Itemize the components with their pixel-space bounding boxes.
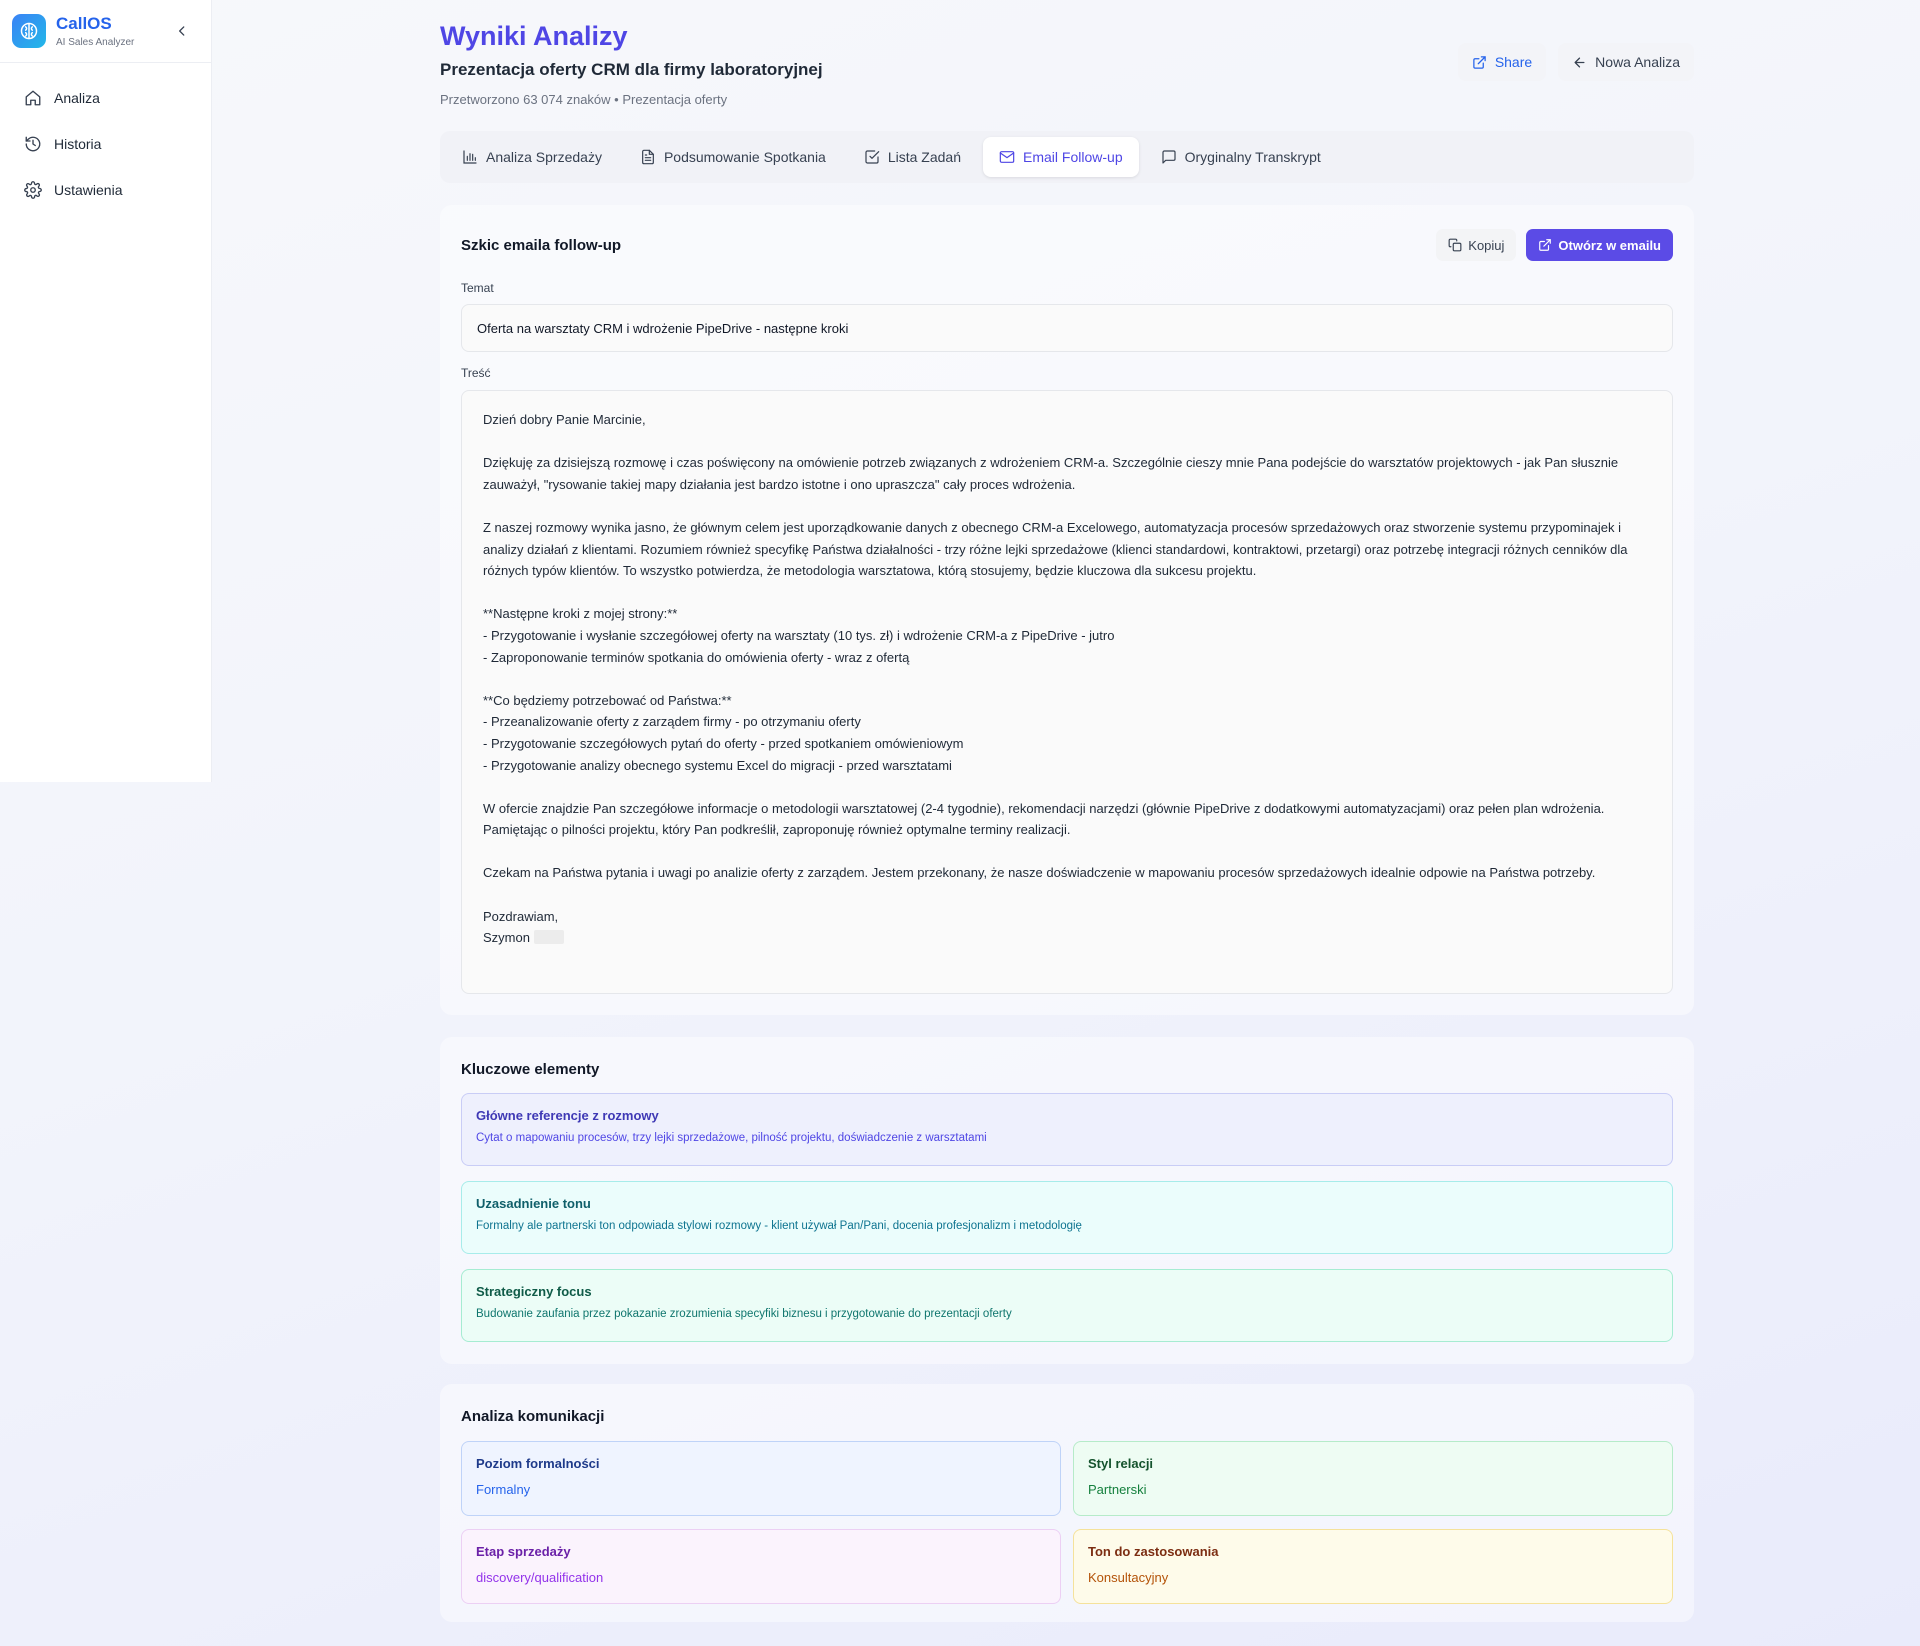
tab-label: Oryginalny Transkrypt: [1184, 149, 1321, 165]
home-icon: [24, 89, 42, 107]
new-analysis-button[interactable]: [1558, 43, 1694, 81]
comm-item-title: Poziom formalności: [476, 1456, 600, 1471]
brand-subtitle: AI Sales Analyzer: [56, 36, 135, 48]
copy-label: Kopiuj: [1468, 237, 1505, 253]
subject-field[interactable]: Oferta na warsztaty CRM i wdrożenie PipeDrive - następne kroki: [461, 304, 1673, 352]
tab-label: Email Follow-up: [1023, 149, 1123, 165]
copy-icon: [1448, 238, 1462, 252]
formality-level-box: [461, 1441, 1061, 1516]
new-analysis-label: Nowa Analiza: [1595, 54, 1680, 70]
document-icon: [640, 149, 656, 165]
tab-task-list[interactable]: [848, 137, 977, 177]
comm-item-title: Ton do zastosowania: [1088, 1544, 1219, 1559]
tab-label: Analiza Sprzedaży: [486, 149, 602, 165]
key-element-item: [461, 1269, 1673, 1342]
key-element-desc: Budowanie zaufania przez pokazanie zrozumienia specyfiki biznesu i przygotowanie do prezentacji oferty: [476, 1308, 1012, 1320]
sidebar-item-label: Analiza: [54, 90, 100, 106]
comm-item-value: discovery/qualification: [476, 1570, 604, 1585]
key-element-title: Strategiczny focus: [476, 1284, 592, 1299]
email-body-text: Dzień dobry Panie Marcinie, Dziękuję za dzisiejszą rozmowę i czas poświęcony na omówienie potrzeb związanych z wdrożeniem CRM-a. Szczególnie cieszy mnie Pana podejście do warsztatów projektowych - jak Pan słusznie zauważył, "rysowanie takiej mapy działania jest bardzo istotne i ono upraszcza" cały proces wdrożenia. Z naszej rozmowy wynika jasno, że głównym celem jest uporządkowanie danych z obecnego CRM-a Excelowego, automatyzacja procesów sprzedażowych oraz stworzenie systemu przypominajek i analizy działań z klientami. Rozumiem również specyfikę Państwa działalności - trzy różne lejki sprzedażowe (klienci standardowi, kontraktowi, przetargi) oraz potrzebę integracji różnych cenników dla różnych typów klientów. To wszystko potwierdza, że metodologia warsztatowa, którą stosujemy, będzie kluczowa dla sukcesu projektu. **Następne kroki z mojej strony:** - Przygotowanie i wysłanie szczegółowej oferty na warsztaty (10 tys. zł) i wdrożenie CRM-a z PipeDrive - jutro - Zaproponowanie terminów spotkania do omówienia oferty - wraz z ofertą **Co będziemy potrzebować od Państwa:** - Przeanalizowanie oferty z zarządem firmy - po otrzymaniu oferty - Przygotowanie szczegółowych pytań do oferty - przed spotkaniem omówieniowym - Przygotowanie analizy obecnego systemu Excel do migracji - przed warsztatami W ofercie znajdzie Pan szczegółowe informacje o metodologii warsztatowej (2-4 tygodnie), rekomendacji narzędzi (głównie PipeDrive z dodatkowymi automatyzacjami) oraz pełen plan wdrożenia. Pamiętając o pilności projektu, który Pan podkreślił, zaproponuję również optymalne terminy realizacji. Czekam na Państwa pytania i uwagi po analizie oferty z zarządem. Jestem przekonany, że nasze doświadczenie w mapowaniu procesów sprzedażowych idealnie odpowie na Państwa potrzeby. Pozdrawiam, Szymon: [483, 412, 1628, 946]
email-draft-card: [440, 205, 1694, 1015]
checkbox-icon: [864, 149, 880, 165]
redacted-surname: [534, 930, 564, 944]
external-link-icon: [1538, 238, 1552, 252]
comm-item-value: Partnerski: [1088, 1482, 1147, 1497]
sidebar-nav: [0, 63, 211, 213]
chevron-left-icon: [175, 24, 189, 38]
external-link-icon: [1472, 55, 1487, 70]
main-content: [440, 0, 1694, 1585]
sales-stage-box: [461, 1529, 1061, 1604]
key-element-item: [461, 1093, 1673, 1166]
comm-item-value: Konsultacyjny: [1088, 1570, 1169, 1585]
key-elements-title: Kluczowe elementy: [461, 1061, 600, 1078]
brand-name: CallOS: [56, 13, 112, 33]
tone-box: [1073, 1529, 1673, 1604]
comm-item-title: Etap sprzedaży: [476, 1544, 571, 1559]
email-body-textarea[interactable]: [461, 390, 1673, 994]
tab-bar: [440, 131, 1694, 183]
key-elements-card: [440, 1037, 1694, 1364]
arrow-left-icon: [1572, 55, 1587, 70]
tab-sales-analysis[interactable]: [446, 137, 618, 177]
relation-style-box: [1073, 1441, 1673, 1516]
comm-item-title: Styl relacji: [1088, 1456, 1154, 1471]
message-icon: [1161, 149, 1177, 165]
communication-analysis-card: [440, 1384, 1694, 1622]
key-element-desc: Formalny ale partnerski ton odpowiada stylowi rozmowy - klient używał Pan/Pani, docenia profesjonalizm i metodologię: [476, 1220, 1082, 1232]
share-button[interactable]: [1458, 43, 1546, 81]
gear-icon: [24, 181, 42, 199]
brand: [0, 0, 211, 63]
collapse-sidebar-button[interactable]: [173, 22, 191, 40]
comm-item-value: Formalny: [476, 1482, 531, 1497]
brain-logo-icon: [12, 14, 46, 48]
sidebar-item-analiza[interactable]: [0, 75, 211, 121]
email-card-title: Szkic emaila follow-up: [461, 236, 622, 254]
tab-label: Lista Zadań: [887, 149, 962, 165]
header-actions: [1458, 43, 1694, 81]
sidebar-item-label: Ustawienia: [54, 182, 123, 198]
open-in-email-button[interactable]: [1526, 229, 1673, 261]
page-subtitle: Prezentacja oferty CRM dla firmy laboratoryjnej: [440, 60, 823, 79]
open-in-email-label: Otwórz w emailu: [1558, 237, 1661, 253]
mail-icon: [999, 149, 1015, 165]
subject-label: Temat: [461, 281, 494, 295]
page-meta: Przetworzono 63 074 znaków • Prezentacja oferty: [440, 92, 728, 107]
tab-email-followup[interactable]: [983, 137, 1139, 177]
tab-meeting-summary[interactable]: [624, 137, 842, 177]
communication-title: Analiza komunikacji: [461, 1408, 605, 1425]
sidebar-item-label: Historia: [54, 136, 102, 152]
key-element-title: Główne referencje z rozmowy: [476, 1108, 659, 1123]
key-element-title: Uzasadnienie tonu: [476, 1196, 591, 1211]
page-title: Wyniki Analizy: [440, 21, 628, 51]
copy-button[interactable]: [1436, 229, 1516, 261]
sidebar-item-ustawienia[interactable]: [0, 167, 211, 213]
sidebar-item-historia[interactable]: [0, 121, 211, 167]
bar-chart-icon: [462, 149, 478, 165]
body-label: Treść: [461, 366, 491, 380]
tab-label: Podsumowanie Spotkania: [663, 149, 826, 165]
sidebar: [0, 0, 212, 782]
history-icon: [24, 135, 42, 153]
tab-original-transcript[interactable]: [1145, 137, 1337, 177]
key-element-desc: Cytat o mapowaniu procesów, trzy lejki sprzedażowe, pilność projektu, doświadczenie z warsztatami: [476, 1132, 987, 1144]
key-element-item: [461, 1181, 1673, 1254]
share-label: Share: [1494, 54, 1533, 70]
